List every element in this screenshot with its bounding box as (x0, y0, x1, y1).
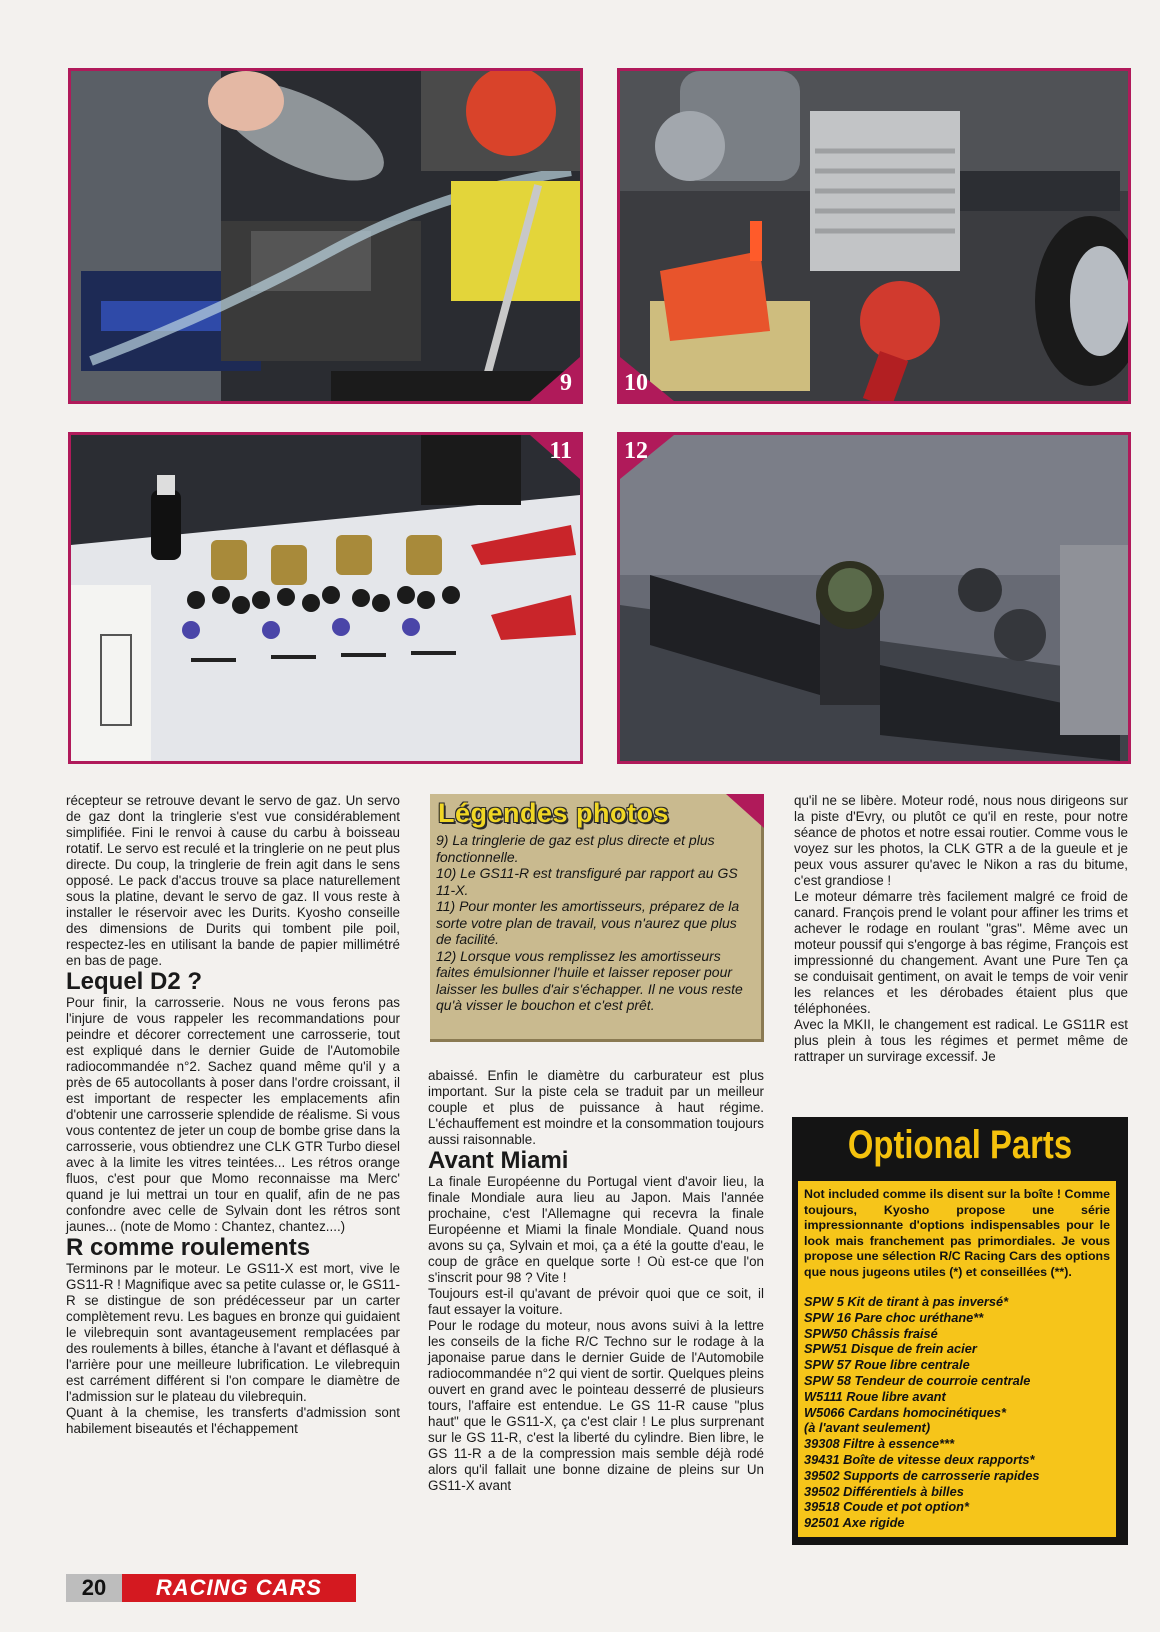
photo-11-number: 11 (549, 438, 572, 464)
part-item: 39431 Boîte de vitesse deux rapports* (804, 1451, 1035, 1467)
photo-10-number: 10 (624, 370, 648, 396)
col1-para1: Pour finir, la carrosserie. Nous ne vous ferons pas l'injure de vous rappeler les recommandations pour peindre et décorer correctement une carrosserie, tout est expliqué dans le dernier Guide de l'Automobile radiocommandée n°2. Sachez quand même qu'il y a près de 65 autocollants à poser dans l'ordre croissant, il est important de respecter les emplacements afin d'obtenir une carrosserie splendide de réalisme. Si vous vous contentez de jeter un coup de bombe grise dans la carrosserie, vous obtiendrez une CLK GTR Turbo diesel avec à la limite les vitres teintées... Les rétros orange fluos, c'est pour que Momo reconnaisse ma Merc' quand je lui mettrai un tour en qualif, afin de ne pas confondre avec celle de Sylvain dont les rétros sont jaunes... (note de Momo : Chantez, chantez....) (66, 995, 400, 1234)
part-item: 39518 Coude et pot option* (804, 1499, 969, 1515)
col3-para1: qu'il ne se libère. Moteur rodé, nous nous dirigeons sur la piste d'Evry, ou plutôt ce qu'il en reste, pour notre séance de photos et notre essai routier. Comme vous le voyez sur les photos, la CLK GTR a de la gueule et je peux vous assurer qu'avec le Nikon a ras du bitume, c'est grandiose ! (794, 793, 1128, 888)
legend-title: Légendes photos (438, 798, 670, 828)
part-item: 39502 Différentiels à billes (804, 1483, 964, 1499)
legend-box (430, 794, 764, 1042)
legend-item: 9) La tringlerie de gaz est plus directe et plus fonctionnelle. (436, 832, 715, 865)
col2-intro: abaissé. Enfin le diamètre du carburateur est plus important. Sur la piste cela se traduit par un meilleur couple et plus de puissance à haut régime. L'échauffement est moindre et la consommation toujours aussi raisonnable. (428, 1068, 764, 1147)
photo-11 (68, 432, 583, 764)
part-item: SPW 57 Roue libre centrale (804, 1357, 970, 1373)
heading-lequel-d2: Lequel D2 ? (66, 968, 203, 995)
photo-10 (617, 68, 1131, 404)
heading-r-comme-roulements: R comme roulements (66, 1234, 311, 1261)
part-item: SPW51 Disque de frein acier (804, 1341, 977, 1357)
optional-parts-intro: Not included comme ils disent sur la boîte ! Comme toujours, Kyosho propose une série impressionnante d'options indispensables pour le look mais franchement pas primordiales. Je vous propose une sélection R/C Racing Cars des options que nous jugeons utiles (*) et conseillées (**). (804, 1187, 1110, 1279)
part-item: SPW 58 Tendeur de courroie centrale (804, 1372, 1031, 1388)
photo-9-number: 9 (560, 370, 572, 396)
optional-parts-box (792, 1117, 1128, 1545)
photo-12 (617, 432, 1131, 764)
col2-para1: La finale Européenne du Portugal vient d'avoir lieu, la finale Mondiale aura lieu au Japon. Mais l'année prochaine, c'est l'Allemagne qui recevra la finale Européenne et Miami la finale Mondiale. Quand nous avons su ça, Sylvain et moi, ça a été la goutte d'eau, le coup de grâce en quelque sorte ! Où est-ce que l'on s'inscrit pour 98 ? Vite ! (428, 1174, 764, 1285)
photo-12-image (620, 435, 1128, 761)
legend-item: 11) Pour monter les amortisseurs, préparez de la sorte votre plan de travail, vous n'aurez que plus de facilité. (436, 898, 740, 947)
optional-parts-list (804, 1294, 1110, 1531)
col3-para2: Le moteur démarre très facilement malgré ce froid de canard. François prend le volant pour affiner les trims et achever le rodage en roulant "gras". Même avec un moteur poussif qui s'engorge à bas régime, François est impressionné du changement. Avant une Pure Ten ça se conduisait gentiment, on avait le temps de voir venir les relances et les dérobades étaient plus que téléphonées. (794, 889, 1128, 1016)
column-2 (428, 1068, 764, 1494)
column-3 (794, 793, 1128, 1065)
part-item: (à l'avant seulement) (804, 1420, 931, 1436)
legend-item: 12) Lorsque vous remplissez les amortisseurs faites émulsionner l'huile et laisser reposer pour laisser les bulles d'air s'échapper. Il ne vous reste qu'à visser le bouchon et c'est prêt. (436, 947, 743, 1013)
part-item: 39502 Supports de carrosserie rapides (804, 1467, 1040, 1483)
optional-parts-title: Optional Parts (847, 1123, 1073, 1167)
col1-intro: récepteur se retrouve devant le servo de gaz. Un servo de gaz dont la tringlerie s'est vue considérablement simplifiée. Fini le renvoi à cause du carbu à boisseau rotatif. Le servo est reculé et la tringlerie on ne peut plus directe. Du coup, la tringlerie de frein agit dans le sens opposé. Le pack d'accus trouve sa place naturellement sous la platine, devant le servo de gaz. Il vous reste à installer le réservoir avec les Durits. Kyosho conseille des dimensions de Durits qui tombent pile poil, respectez-les en utilisant la bande de papier millimétré en bas de page. (66, 793, 400, 968)
photo-9 (68, 68, 583, 404)
part-item: 39308 Filtre à essence*** (804, 1436, 955, 1452)
heading-avant-miami: Avant Miami (428, 1147, 569, 1174)
legend-corner (726, 794, 764, 828)
col2-para3: Pour le rodage du moteur, nous avons suivi à la lettre les conseils de la fiche R/C Techno sur le rodage à la japonaise parue dans le dernier Guide de l'Automobile radiocommandée n°2 qui vient de sortir. Quelques pleins ouvert en grand avec le pointeau desserré de plusieurs tours, l'affaire est entendue. Le GS 11-R cause "plus haut" que le GS11-X, ça c'est clair ! Le plus surprenant sur le GS 11-R, c'est la liberté du cylindre. Bien libre, le GS 11-R a de la compression mais semble déjà rodé alors qu'il fallait une bonne dizaine de pleins sur Un GS11-X avant (428, 1318, 764, 1493)
part-item: SPW 16 Pare choc uréthane** (804, 1309, 984, 1325)
photo-12-number: 12 (624, 438, 648, 464)
legend-text (436, 832, 754, 1014)
part-item: SPW 5 Kit de tirant à pas inversé* (804, 1294, 1009, 1309)
part-item: SPW50 Châssis fraisé (804, 1325, 938, 1341)
photo-11-image (71, 435, 580, 761)
photo-9-corner (530, 357, 580, 401)
photo-9-image (71, 71, 580, 401)
col1-para2: Terminons par le moteur. Le GS11-X est mort, vive le GS11-R ! Magnifique avec sa petite culasse or, le GS11-R se distingue de son prédécesseur par un carter complètement revu. Les bagues en bronze qui guidaient le vilebrequin sont avantageusement remplacées par des roulements à billes, étanche à l'avant et déflasqué à l'arrière pour une meilleure lubrification. Le vilebrequin est carrément différent si l'on compare le diamètre de l'admission sur le plateau du vilebrequin. (66, 1261, 400, 1404)
photo-10-image (620, 71, 1128, 401)
optional-parts-content (798, 1181, 1116, 1537)
magazine-logo: RACING CARS (122, 1574, 356, 1602)
col1-para3: Quant à la chemise, les transferts d'admission sont habilement biseautés et l'échappement (66, 1405, 400, 1436)
page-number: 20 (66, 1574, 122, 1602)
part-item: 92501 Axe rigide (804, 1515, 905, 1531)
column-1 (66, 793, 400, 1437)
legend-item: 10) Le GS11-R est transfiguré par rapport au GS 11-X. (436, 865, 738, 898)
part-item: W5111 Roue libre avant (804, 1388, 946, 1404)
col2-para2: Toujours est-il qu'avant de prévoir quoi que ce soit, il faut essayer la voiture. (428, 1286, 764, 1317)
part-item: W5066 Cardans homocinétiques* (804, 1404, 1006, 1420)
col3-para3: Avec la MKII, le changement est radical. Le GS11R est plus plein à tous les régimes et permet même de rattraper un survirage excessif. Je (794, 1017, 1128, 1064)
